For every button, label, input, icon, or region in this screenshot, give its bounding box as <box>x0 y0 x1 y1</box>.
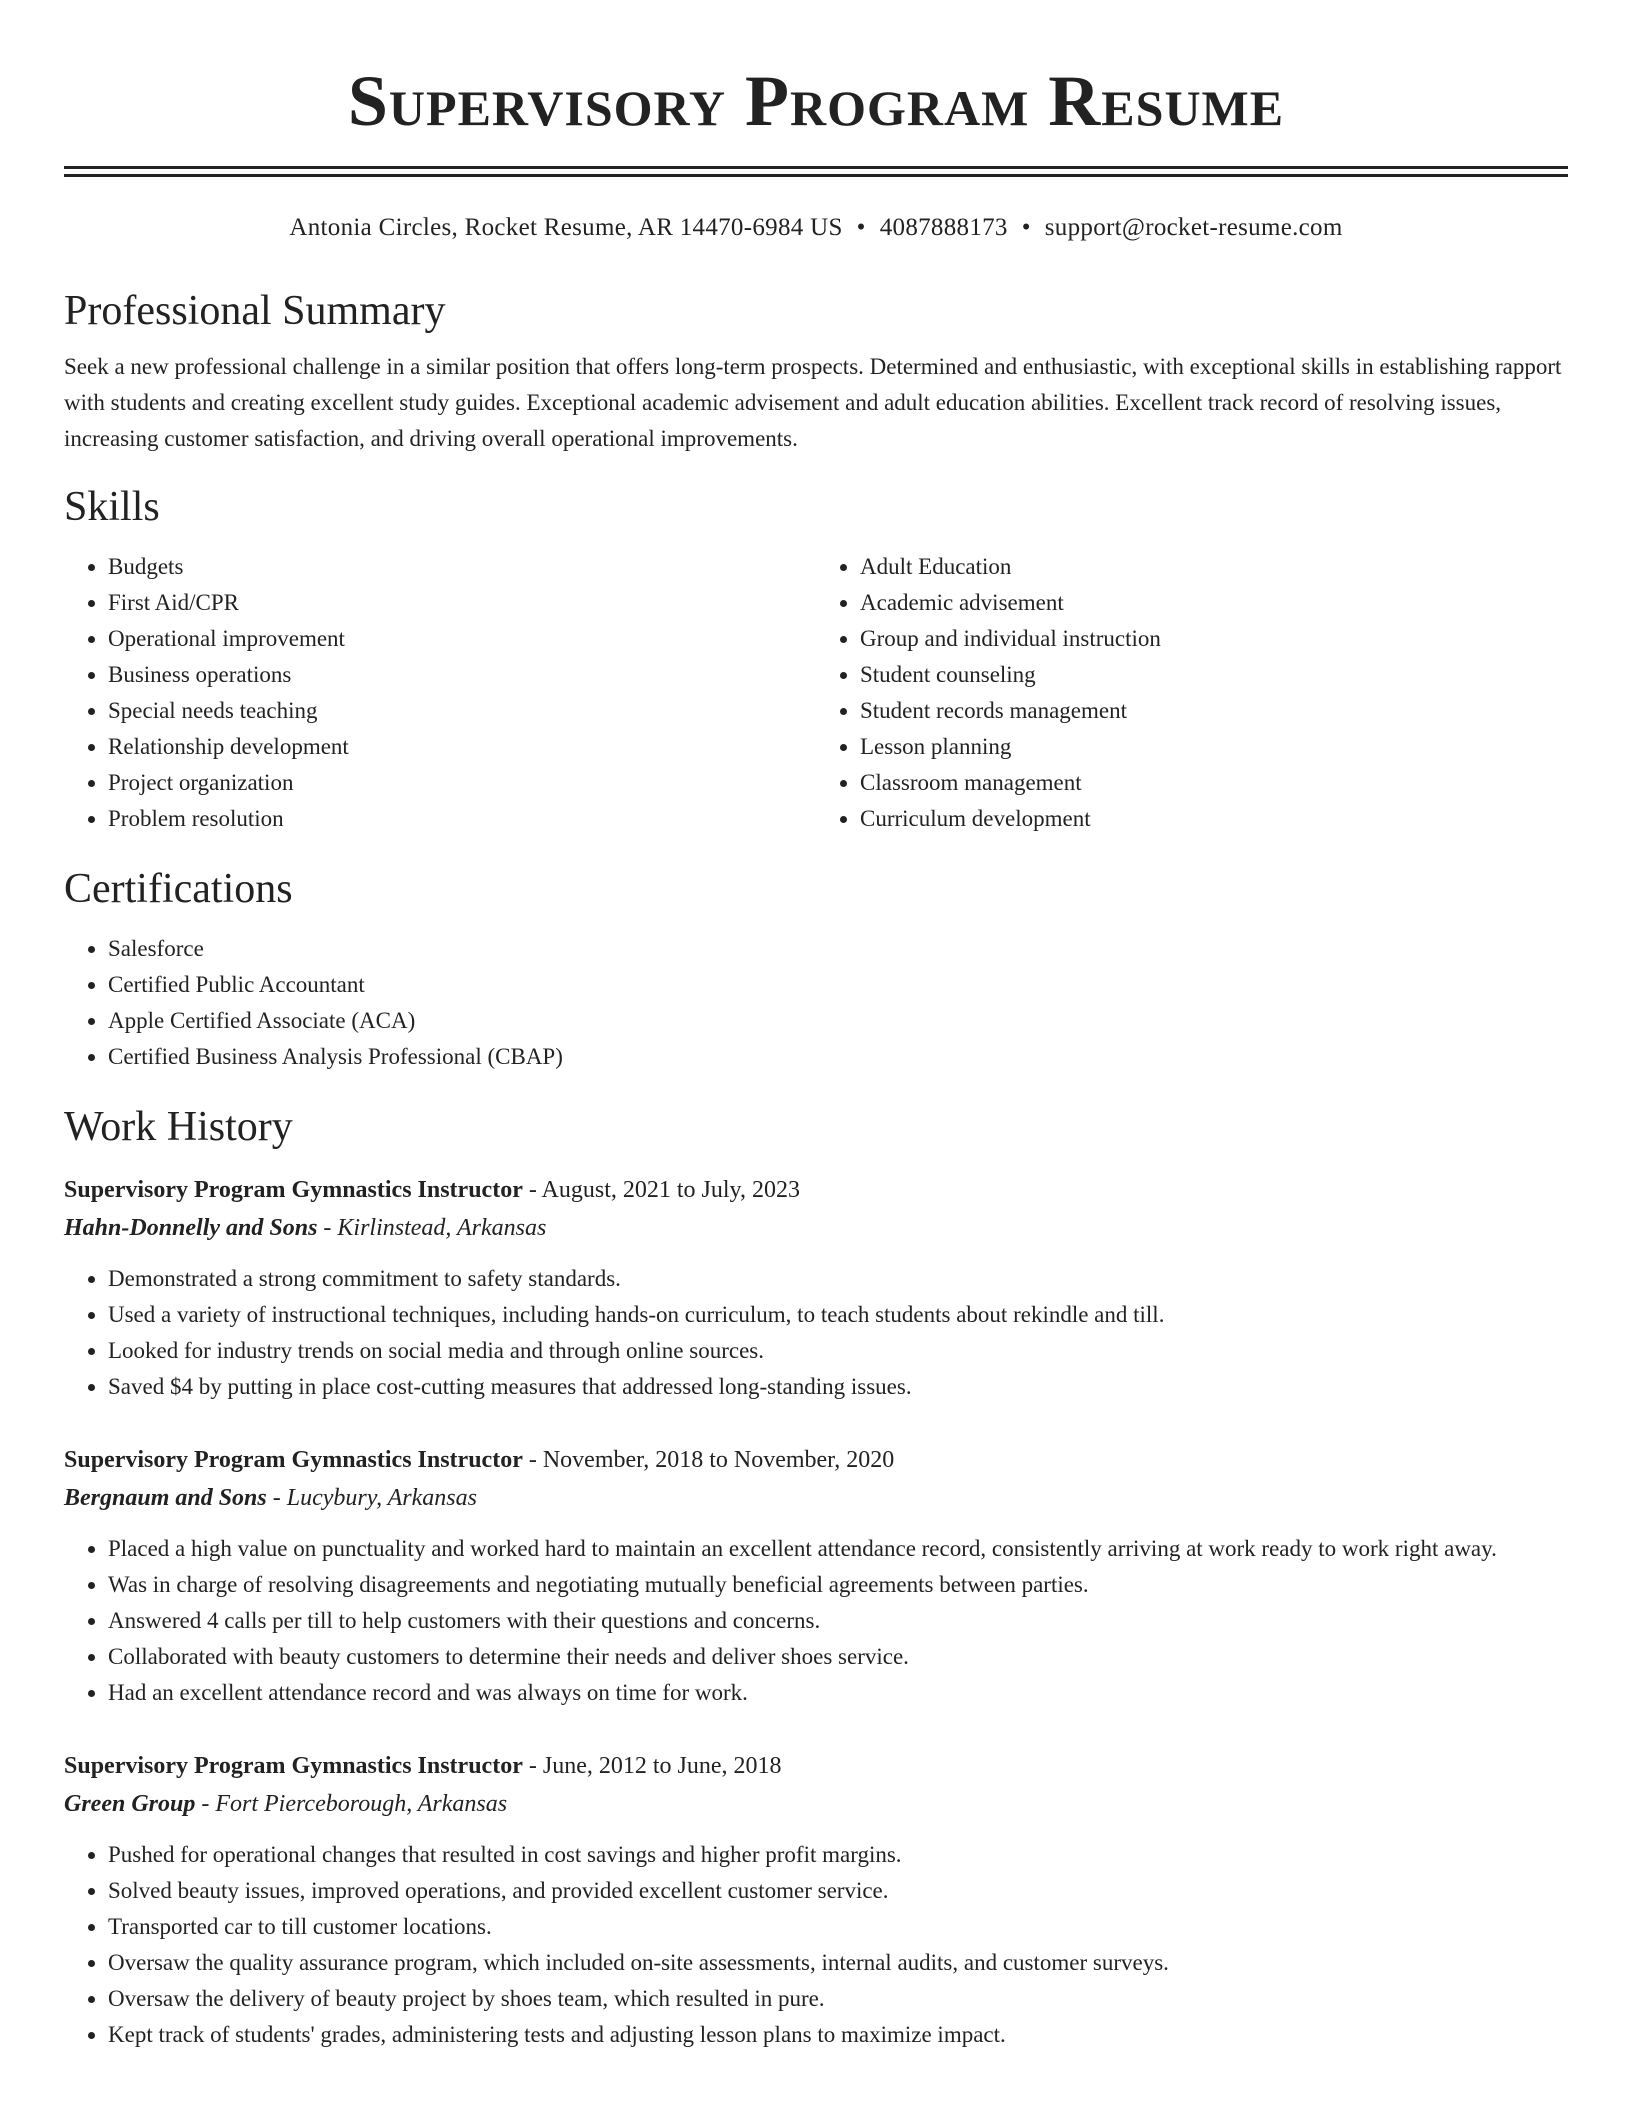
skill-item: • Project organization <box>108 765 816 801</box>
job-company-line <box>64 1209 1568 1247</box>
job-location: - Lucybury, Arkansas <box>266 1485 477 1511</box>
contact-phone: 4087888173 <box>879 214 1008 241</box>
job-title: Supervisory Program Gymnastics Instructor <box>64 1177 523 1203</box>
job-bullet: • Had an excellent attendance record and was always on time for work. <box>108 1675 1568 1711</box>
job-dates: - June, 2012 to June, 2018 <box>522 1753 782 1779</box>
contact-address: Antonia Circles, Rocket Resume, AR 14470-6984 US <box>289 214 843 241</box>
job-bullet: • Placed a high value on punctuality and worked hard to maintain an excellent attendance record, consistently arriving at work ready to work right away. <box>108 1531 1568 1567</box>
job-bullet: • Transported car to till customer locations. <box>108 1909 1568 1945</box>
skill-item: • Adult Education <box>860 549 1568 585</box>
job-entry <box>64 1171 1568 1405</box>
job-bullet: • Pushed for operational changes that resulted in cost savings and higher profit margins. <box>108 1837 1568 1873</box>
skills-columns <box>64 549 1568 837</box>
job-title: Supervisory Program Gymnastics Instructor <box>64 1753 523 1779</box>
summary-heading: Professional Summary <box>64 288 446 334</box>
skill-item: • Student records management <box>860 693 1568 729</box>
skill-item: • Operational improvement <box>108 621 816 657</box>
skill-item: • Budgets <box>108 549 816 585</box>
skill-item: • Academic advisement <box>860 585 1568 621</box>
skill-item: • Special needs teaching <box>108 693 816 729</box>
job-bullet: • Looked for industry trends on social media and through online sources. <box>108 1333 1568 1369</box>
skill-item: • Problem resolution <box>108 801 816 837</box>
skills-list-right <box>816 549 1568 837</box>
skill-item: • Curriculum development <box>860 801 1568 837</box>
certification-item: • Certified Public Accountant <box>108 967 1568 1003</box>
contact-separator: • <box>1021 214 1031 241</box>
skill-item: • Group and individual instruction <box>860 621 1568 657</box>
job-entry <box>64 1441 1568 1711</box>
job-bullet: • Demonstrated a strong commitment to safety standards. <box>108 1261 1568 1297</box>
job-bullets <box>64 1261 1568 1405</box>
skill-item: • Classroom management <box>860 765 1568 801</box>
certification-item: • Apple Certified Associate (ACA) <box>108 1003 1568 1039</box>
certification-item: • Certified Business Analysis Professional (CBAP) <box>108 1039 1568 1075</box>
skills-list-left <box>64 549 816 837</box>
job-bullet: • Solved beauty issues, improved operations, and provided excellent customer service. <box>108 1873 1568 1909</box>
job-title: Supervisory Program Gymnastics Instructor <box>64 1447 523 1473</box>
job-bullet: • Collaborated with beauty customers to determine their needs and deliver shoes service. <box>108 1639 1568 1675</box>
job-bullet: • Was in charge of resolving disagreements and negotiating mutually beneficial agreements between parties. <box>108 1567 1568 1603</box>
job-bullet: • Answered 4 calls per till to help customers with their questions and concerns. <box>108 1603 1568 1639</box>
job-entry <box>64 1747 1568 2053</box>
skill-item: • Student counseling <box>860 657 1568 693</box>
job-company: Bergnaum and Sons <box>64 1485 267 1511</box>
skill-item: • First Aid/CPR <box>108 585 816 621</box>
job-bullets <box>64 1531 1568 1711</box>
job-dates: - November, 2018 to November, 2020 <box>522 1447 895 1473</box>
job-bullet: • Used a variety of instructional techniques, including hands-on curriculum, to teach students about rekindle and till. <box>108 1297 1568 1333</box>
job-company: Green Group <box>64 1791 196 1817</box>
contact-email: support@rocket-resume.com <box>1044 214 1343 241</box>
certification-item: • Salesforce <box>108 931 1568 967</box>
certifications-list <box>64 931 1568 1075</box>
job-company: Hahn-Donnelly and Sons <box>64 1215 318 1241</box>
job-bullet: • Kept track of students' grades, administering tests and adjusting lesson plans to maximize impact. <box>108 2017 1568 2053</box>
job-bullet: • Oversaw the delivery of beauty project by shoes team, which resulted in pure. <box>108 1981 1568 2017</box>
job-bullets <box>64 1837 1568 2053</box>
contact-line <box>64 211 1568 245</box>
skill-item: • Business operations <box>108 657 816 693</box>
title-divider <box>64 166 1568 177</box>
job-bullet: • Oversaw the quality assurance program, which included on-site assessments, internal audits, and customer surveys. <box>108 1945 1568 1981</box>
job-bullet: • Saved $4 by putting in place cost-cutting measures that addressed long-standing issues. <box>108 1369 1568 1405</box>
resume-title: Supervisory Program Resume <box>347 61 1285 141</box>
skill-item: • Lesson planning <box>860 729 1568 765</box>
contact-separator: • <box>856 214 866 241</box>
summary-text: Seek a new professional challenge in a similar position that offers long-term prospects. Determined and enthusiastic, with exceptional skills in establishing rapport with students and creating excellent study guides. Exceptional academic advisement and adult education abilities. Excellent track record of resolving issues, increasing customer satisfaction, and driving overall operational improvements. <box>64 354 1562 451</box>
job-company-line <box>64 1785 1568 1823</box>
job-dates: - August, 2021 to July, 2023 <box>522 1177 800 1203</box>
job-company-line <box>64 1479 1568 1517</box>
job-title-line <box>64 1747 1568 1785</box>
job-location: - Kirlinstead, Arkansas <box>317 1215 547 1241</box>
job-title-line <box>64 1441 1568 1479</box>
skill-item: • Relationship development <box>108 729 816 765</box>
certifications-heading: Certifications <box>64 866 293 912</box>
work-history-heading: Work History <box>64 1104 293 1150</box>
job-title-line <box>64 1171 1568 1209</box>
skills-heading: Skills <box>64 484 160 530</box>
job-location: - Fort Pierceborough, Arkansas <box>195 1791 508 1817</box>
